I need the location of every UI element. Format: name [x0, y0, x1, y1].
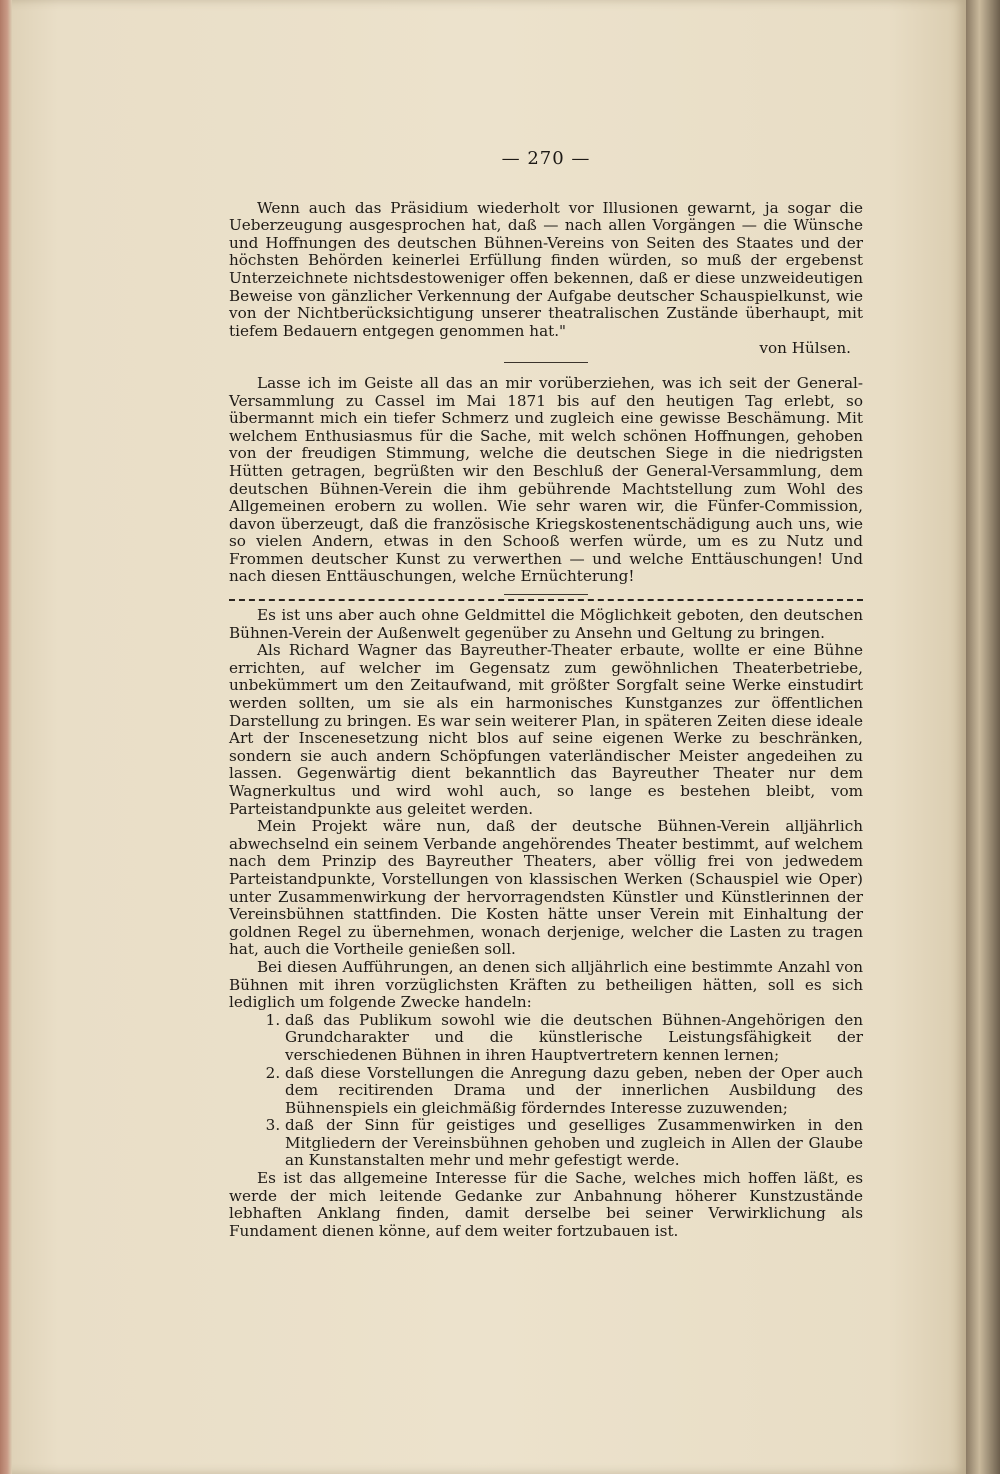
- page-text: [229, 150, 863, 1240]
- list-item: 2. daß diese Vorstellungen die Anregung dazu geben, neben der Oper auch dem recitirenden Drama und der innerlichen Ausbildung des Bühnenspiels ein gleichmäßig förderndes Interesse zuzuwenden;: [285, 1065, 863, 1118]
- list-item: 1. daß das Publikum sowohl wie die deutschen Bühnen-Angehörigen den Grundcharakter und die künstlerische Leistungsfähigkeit der verschiedenen Bühnen in ihren Hauptvertretern kennen lernen;: [285, 1012, 863, 1065]
- paragraph-4: Als Richard Wagner das Bayreuther-Theater erbaute, wollte er eine Bühne errichten, auf welcher im Gegensatz zum gewöhnlichen Theaterbetriebe, unbekümmert um den Zeitaufwand, mit größter Sorgfalt seine Werke einstudirt werden sollten, um sie als ein harmonisches Kunstganzes zur öffentlichen Darstellung zu bringen. Es war sein weiterer Plan, in späteren Zeiten diese ideale Art der Inscenesetzung nicht blos auf seine eigenen Werke zu beschränken, sondern sie auch andern Schöpfungen vaterländischer Meister angedeihen zu lassen. Gegenwärtig dient bekanntlich das Bayreuther Theater nur dem Wagnerkultus und wird wohl auch, so lange es bestehen bleibt, vom Parteistandpunkte aus geleitet werden.: [229, 641, 863, 818]
- paragraph-2: Lasse ich im Geiste all das an mir vorüberziehen, was ich seit der General-Versammlung zu Cassel im Mai 1871 bis auf den heutigen Tag erlebt, so übermannt mich ein tiefer Schmerz und zugleich eine gewisse Beschämung. Mit welchem Enthusiasmus für die Sache, mit welch schönen Hoffnungen, gehoben von der freudigen Stimmung, welche die deutschen Siege in die niedrigsten Hütten getragen, begrüßten wir den Beschluß der General-Versammlung, dem deutschen Bühnen-Verein die ihm gebührende Machtstellung zum Wohl des Allgemeinen erobern zu wollen. Wie sehr waren wir, die Fünfer-Commission, davon überzeugt, daß die französische Kriegskostenentschädigung auch uns, wie so vielen Andern, etwas in den Schooß werfen würde, um es zu Nutz und Frommen deutscher Kunst zu verwerthen — und welche Enttäuschungen! Und nach diesen Enttäuschungen, welche Ernüchterung!: [229, 373, 863, 586]
- page-edge-left: [0, 0, 12, 1474]
- paragraph-7: Es ist das allgemeine Interesse für die Sache, welches mich hoffen läßt, es werde der mich leitende Gedanke zur Anbahnung höherer Kunstzustände lebhaften Anklang finden, damit derselbe bei seiner Verwirklichung als Fundament dienen könne, auf dem weiter fortzubauen ist.: [229, 1169, 863, 1240]
- paragraph-6: Bei diesen Aufführungen, an denen sich alljährlich eine bestimmte Anzahl von Bühnen mit ihren vorzüglichsten Kräften zu betheiligen hätten, soll es sich lediglich um folgende Zwecke handeln:: [229, 957, 863, 1012]
- dashed-separator: [229, 599, 863, 601]
- paragraph-5: Mein Projekt wäre nun, daß der deutsche Bühnen-Verein alljährlich abwechselnd ein seinem Verbande angehörendes Theater bestimmt, auf welchem nach dem Prinzip des Bayreuther Theaters, aber völlig frei von jedwedem Parteistandpunkte, Vorstellungen von klassischen Werken (Schauspiel wie Oper) unter Zusammenwirkung der hervorragendsten Künstler und Künstlerinnen der Vereinsbühnen stattfinden. Die Kosten hätte unser Verein mit Einhaltung der goldnen Regel zu übernehmen, wonach derjenige, welcher die Lasten zu tragen hat, auch die Vortheile genießen soll.: [229, 817, 863, 959]
- book-spine-edge: [966, 0, 1000, 1474]
- paragraph-quote: Wenn auch das Präsidium wiederholt vor Illusionen gewarnt, ja sogar die Ueberzeugung ausgesprochen hat, daß — nach allen Vorgängen — die Wünsche und Hoffnungen des deutschen Bühnen-Vereins von Seiten des Staates und der höchsten Behörden keinerlei Erfüllung finden würden, so muß der ergebenst Unterzeichnete nichtsdestoweniger offen bekennen, daß er diese unzweideutigen Beweise von gänzlicher Verkennung der Aufgabe deutscher Schauspielkunst, wie von der Nichtberücksichtigung unserer theatralischen Zustände überhaupt, mit tiefem Bedauern entgegen genommen hat.": [229, 198, 863, 340]
- list-item: 3. daß der Sinn für geistiges und geselliges Zusammenwirken in den Mitgliedern der Vereinsbühnen gehoben und zugleich in Allen der Glaube an Kunstanstalten mehr und mehr gefestigt werde.: [285, 1117, 863, 1170]
- page-number: — 270 —: [501, 148, 591, 169]
- signature: von Hülsen.: [759, 339, 851, 358]
- paragraph-3: Es ist uns aber auch ohne Geldmittel die Möglichkeit geboten, den deutschen Bühnen-Verein der Außenwelt gegenüber zu Ansehn und Geltung zu bringen.: [229, 606, 863, 642]
- separator-rule-2: [504, 594, 588, 595]
- separator-rule: [504, 362, 588, 363]
- purpose-list: [229, 1012, 863, 1170]
